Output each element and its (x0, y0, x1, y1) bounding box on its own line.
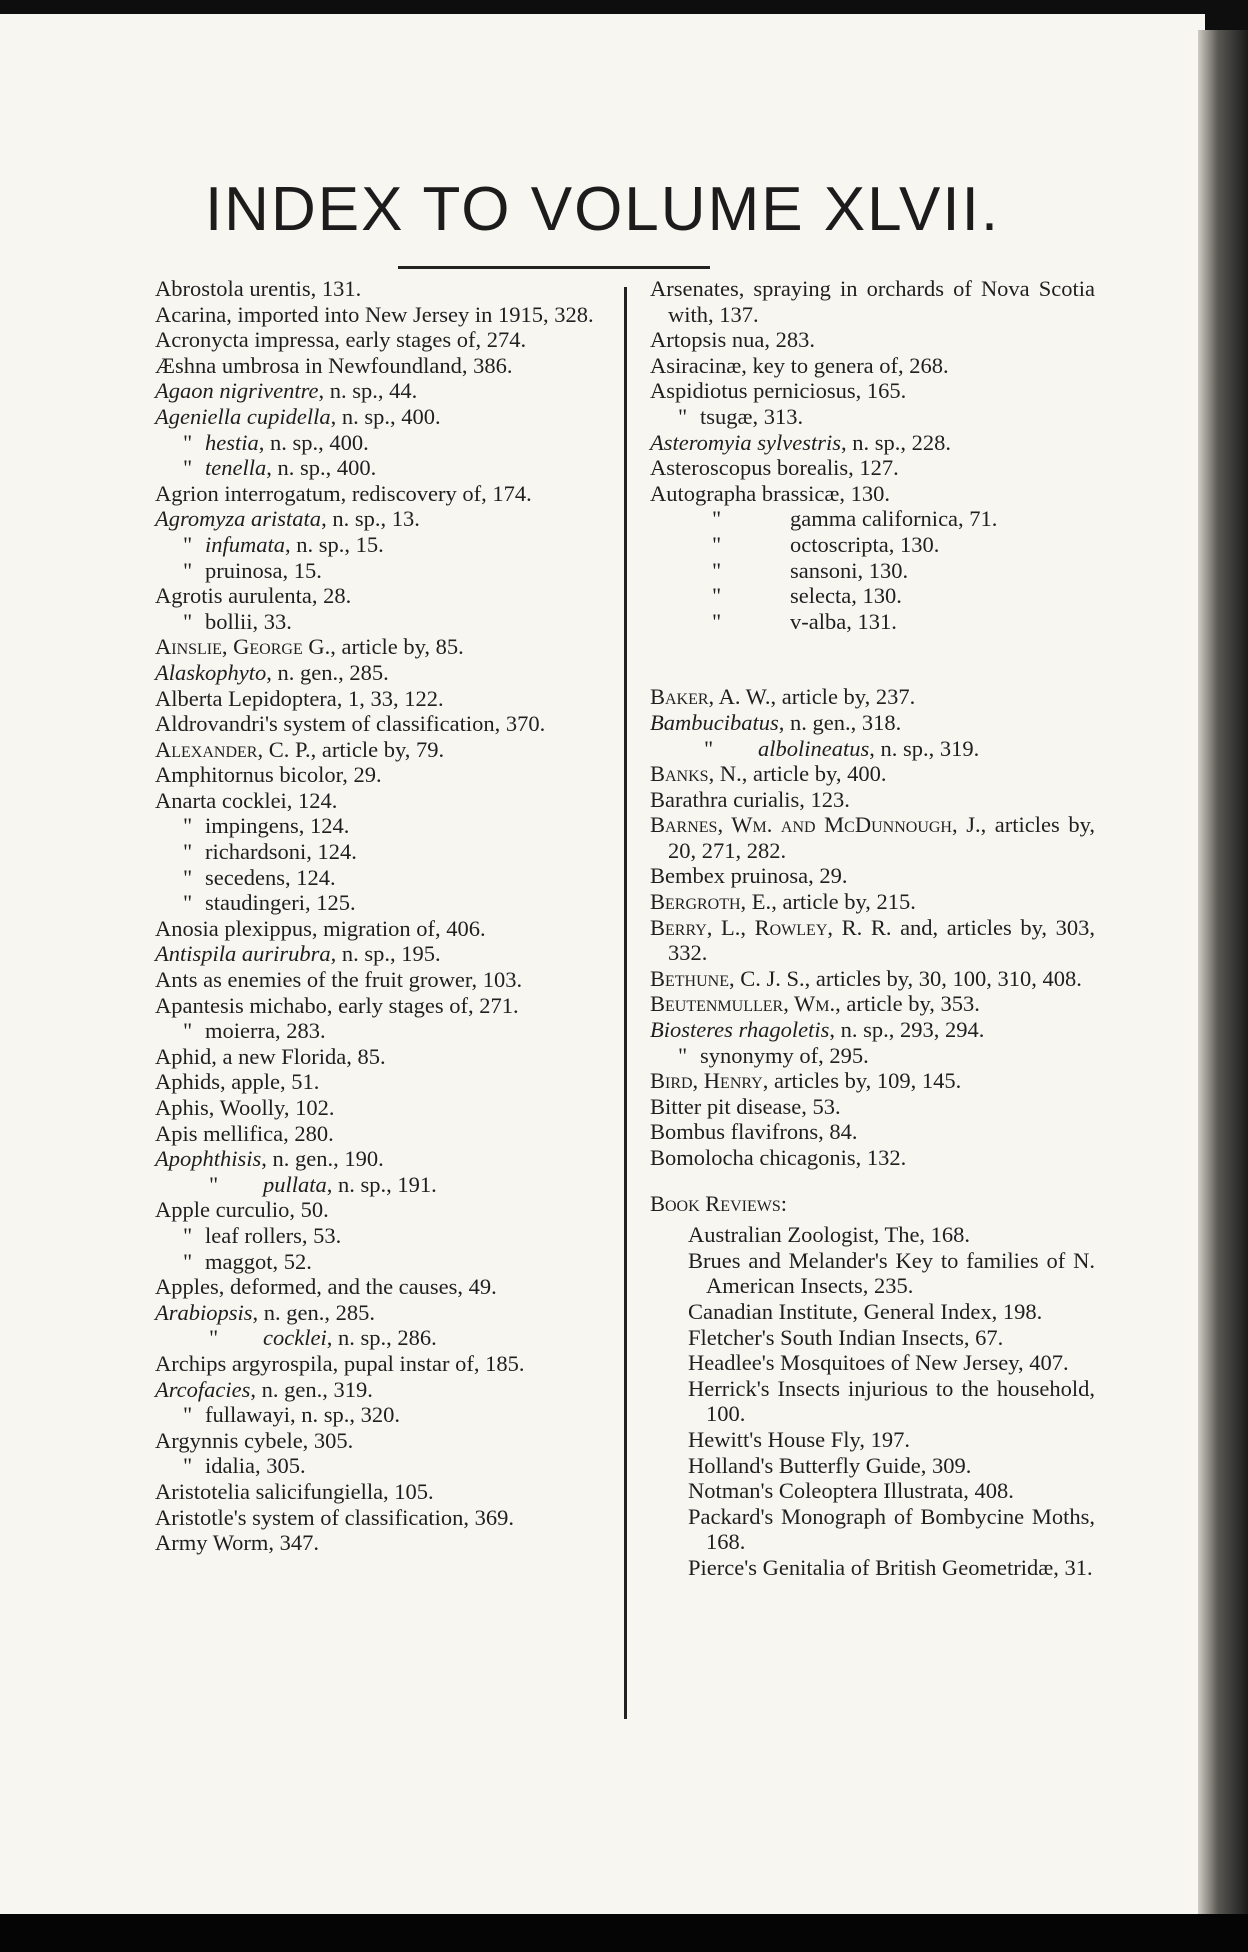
index-entry (155, 1402, 615, 1428)
entry-text: , article by, 237. (770, 684, 916, 710)
index-entry (155, 1274, 615, 1300)
column-divider (624, 287, 627, 1719)
index-entry (650, 455, 1095, 481)
taxon-name: tenella (205, 455, 267, 481)
author-name: Baker, A. W. (650, 684, 771, 710)
ditto-mark: " (183, 531, 193, 557)
taxon-name: Antispila aurirubra (155, 941, 331, 967)
book-reviews-heading: Book Reviews: (650, 1190, 787, 1216)
index-entry (155, 839, 615, 865)
entry-text: , article by, 85. (330, 634, 464, 660)
entry-text: Amphitornus bicolor, 29. (155, 762, 382, 788)
taxon-name: Apophthisis (155, 1146, 262, 1172)
index-entry (650, 736, 1095, 762)
index-group-a (650, 276, 1095, 634)
entry-text: Agrion interrogatum, rediscovery of, 174. (155, 480, 532, 506)
page-edge-shadow (1198, 30, 1248, 1920)
entry-text: , n. sp., 319. (869, 735, 980, 761)
entry-text: Apantesis michabo, early stages of, 271. (155, 992, 519, 1018)
index-entry (155, 583, 615, 609)
entry-text: Aristotelia salicifungiella, 105. (155, 1478, 434, 1504)
index-entry (155, 1479, 615, 1505)
entry-text: Æshna umbrosa in Newfoundland, 386. (155, 352, 513, 378)
entry-text: synonymy of, 295. (700, 1042, 869, 1068)
group-spacer (650, 1171, 1095, 1191)
index-entry (650, 1017, 1095, 1043)
entry-text: Aphids, apple, 51. (155, 1069, 320, 1095)
entry-text: Asteroscopus borealis, 127. (650, 455, 899, 481)
index-entry (155, 1377, 615, 1403)
index-entry (650, 915, 1095, 966)
entry-text: Apples, deformed, and the causes, 49. (155, 1274, 497, 1300)
index-entry (155, 1505, 615, 1531)
entry-text: Apple curculio, 50. (155, 1197, 329, 1223)
index-entry (155, 1018, 615, 1044)
ditto-mark: " (183, 1018, 193, 1044)
ditto-mark: " (183, 839, 193, 865)
index-entry (155, 1428, 615, 1454)
ditto-mark: " (183, 813, 193, 839)
taxon-name: Biosteres rhagoletis (650, 1017, 830, 1043)
index-entry (155, 762, 615, 788)
index-entry (155, 1223, 615, 1249)
entry-text: secedens, 124. (205, 864, 336, 890)
entry-text: Acronycta impressa, early stages of, 274. (155, 327, 527, 353)
index-entry (155, 1069, 615, 1095)
entry-text: Aristotle's system of classification, 369. (155, 1504, 515, 1530)
author-name: Bergroth, E. (650, 889, 772, 915)
index-entry (155, 430, 615, 456)
ditto-mark: " (712, 583, 722, 609)
entry-text: , articles by, 30, 100, 310, 408. (804, 965, 1082, 991)
book-review-entry: Holland's Butterfly Guide, 309. (688, 1452, 972, 1478)
index-entry (155, 711, 615, 737)
taxon-name: Arabiopsis (155, 1299, 253, 1325)
taxon-name: albolineatus (758, 735, 870, 761)
index-entry (155, 404, 615, 430)
ditto-mark: " (183, 864, 193, 890)
entry-text: moierra, 283. (205, 1018, 326, 1044)
entry-text: Aspidiotus perniciosus, 165. (650, 378, 907, 404)
index-entry (650, 684, 1095, 710)
index-entry (650, 761, 1095, 787)
index-entry (650, 583, 1095, 609)
index-entry (155, 686, 615, 712)
entry-text: , n. gen., 285. (266, 659, 389, 685)
index-entry (155, 455, 615, 481)
entry-text: Asiracinæ, key to genera of, 268. (650, 352, 949, 378)
entry-text: maggot, 52. (205, 1248, 312, 1274)
index-entry (155, 302, 615, 328)
entry-text: Alberta Lepidoptera, 1, 33, 122. (155, 685, 444, 711)
entry-text: , n. gen., 318. (778, 709, 902, 735)
index-entry (155, 813, 615, 839)
ditto-mark: " (678, 1042, 688, 1068)
entry-text: , n. sp., 195. (330, 941, 441, 967)
index-entry (650, 1145, 1095, 1171)
book-review-entry: Packard's Monograph of Bombycine Moths, 168. (688, 1503, 1095, 1555)
index-entry (650, 863, 1095, 889)
title-underline (398, 266, 710, 269)
ditto-mark: " (183, 890, 193, 916)
index-entry (650, 889, 1095, 915)
index-entry (650, 1068, 1095, 1094)
entry-text: , n. sp., 228. (841, 429, 952, 455)
entry-text: Aldrovandri's system of classification, 370. (155, 711, 546, 737)
index-entry (155, 1172, 615, 1198)
entry-text: Army Worm, 347. (155, 1530, 320, 1556)
book-review-entry: Hewitt's House Fly, 197. (688, 1426, 910, 1452)
index-entry (155, 634, 615, 660)
index-entry (650, 276, 1095, 327)
ditto-mark: " (704, 735, 714, 761)
book-review-entry: Notman's Coleoptera Illustrata, 408. (688, 1478, 1014, 1504)
author-name: Berry, L., Rowley, R. R. (650, 914, 892, 940)
index-entry (650, 532, 1095, 558)
entry-text: , n. sp., 15. (285, 531, 384, 557)
entry-text: Autographa brassicæ, 130. (650, 480, 890, 506)
book-review-entry: Australian Zoologist, The, 168. (688, 1222, 971, 1248)
entry-text: and, articles by, 303, 332. (668, 914, 1095, 966)
entry-text: v-alba, 131. (790, 608, 897, 634)
taxon-name: Asteromyia sylvestris (650, 429, 842, 455)
entry-text: , article by, 79. (310, 736, 445, 762)
index-entry (650, 353, 1095, 379)
entry-text: , article by, 353. (835, 991, 980, 1017)
ditto-mark: " (209, 1171, 219, 1197)
taxon-name: pullata (263, 1171, 327, 1197)
entry-text: Bembex pruinosa, 29. (650, 863, 848, 889)
index-entry (155, 1146, 615, 1172)
taxon-name: Agaon nigriventre (155, 378, 319, 404)
entry-text: leaf rollers, 53. (205, 1222, 342, 1248)
index-entry (155, 865, 615, 891)
taxon-name: cocklei (263, 1325, 327, 1351)
ditto-mark: " (712, 608, 722, 634)
ditto-mark: " (183, 608, 193, 634)
entry-text: Barathra curialis, 123. (650, 786, 850, 812)
entry-text: , article by, 215. (771, 889, 916, 915)
ditto-mark: " (183, 1248, 193, 1274)
scan-border (0, 1914, 1248, 1952)
ditto-mark: " (183, 1402, 193, 1428)
entry-text: , n. sp., 44. (318, 378, 418, 404)
entry-text: impingens, 124. (205, 813, 350, 839)
ditto-mark: " (183, 557, 193, 583)
index-entry (155, 1300, 615, 1326)
index-column-left (155, 276, 615, 1556)
index-entry (155, 1351, 615, 1377)
index-entry (650, 430, 1095, 456)
index-entry (650, 1094, 1095, 1120)
index-entry (155, 1121, 615, 1147)
index-entry (155, 378, 615, 404)
index-entry (155, 890, 615, 916)
index-entry (155, 967, 615, 993)
entry-text: , article by, 400. (741, 761, 887, 787)
entry-text: richardsoni, 124. (205, 839, 357, 865)
index-entry (155, 788, 615, 814)
book-review-entry: Pierce's Genitalia of British Geometridæ, 31. (688, 1554, 1093, 1580)
index-entry (650, 609, 1095, 635)
index-entry (155, 993, 615, 1019)
index-entry (155, 1453, 615, 1479)
index-entry (650, 506, 1095, 532)
ditto-mark: " (712, 506, 722, 532)
entry-text: gamma californica, 71. (790, 506, 998, 532)
index-entry (650, 404, 1095, 430)
author-name: Ainslie, George G. (155, 634, 331, 660)
ditto-mark: " (183, 455, 193, 481)
entry-text: staudingeri, 125. (205, 890, 356, 916)
entry-text: idalia, 305. (205, 1453, 306, 1479)
index-entry (650, 710, 1095, 736)
index-entry (155, 916, 615, 942)
entry-text: , n. gen., 319. (250, 1376, 373, 1402)
taxon-name: Bambucibatus (650, 709, 779, 735)
entry-text: fullawayi, n. sp., 320. (205, 1402, 400, 1428)
entry-text: , articles by, 20, 271, 282. (668, 812, 1095, 863)
index-entry (650, 991, 1095, 1017)
book-review-entry: Fletcher's South Indian Insects, 67. (688, 1324, 1004, 1350)
index-entry (155, 353, 615, 379)
entry-text: , n. sp., 400. (266, 455, 377, 481)
ditto-mark: " (183, 1453, 193, 1479)
book-review-entry: Canadian Institute, General Index, 198. (688, 1298, 1043, 1324)
index-entry (650, 1119, 1095, 1145)
entry-text: Aphid, a new Florida, 85. (155, 1043, 386, 1069)
index-entry (155, 276, 615, 302)
index-entry (155, 481, 615, 507)
entry-text: Bomolocha chicagonis, 132. (650, 1145, 907, 1170)
entry-text: , n. sp., 13. (321, 506, 420, 532)
index-entry (650, 378, 1095, 404)
author-name: Banks, N. (650, 761, 742, 787)
entry-text: octoscripta, 130. (790, 531, 940, 557)
index-entry (155, 327, 615, 353)
index-entry (650, 787, 1095, 813)
index-entry (155, 660, 615, 686)
entry-text: selecta, 130. (790, 583, 902, 609)
entry-text: sansoni, 130. (790, 557, 909, 583)
author-name: Bethune, C. J. S. (650, 965, 805, 991)
index-entry (155, 1249, 615, 1275)
ditto-mark: " (712, 531, 722, 557)
entry-text: , n. sp., 286. (326, 1325, 437, 1351)
index-entry (650, 558, 1095, 584)
entry-text: , articles by, 109, 145. (762, 1068, 962, 1094)
index-entry (155, 737, 615, 763)
entry-text: Archips argyrospila, pupal instar of, 185. (155, 1350, 525, 1376)
page-title: INDEX TO VOLUME XLVII. (204, 175, 1001, 244)
author-name: Alexander, C. P. (155, 736, 311, 762)
entry-text: , n. sp., 191. (326, 1171, 437, 1197)
author-name: Beutenmuller, Wm. (650, 991, 836, 1017)
index-entry (155, 941, 615, 967)
index-entry (650, 812, 1095, 863)
index-entry (155, 558, 615, 584)
index-entry (155, 506, 615, 532)
entry-text: Acarina, imported into New Jersey in 1915, 328. (155, 301, 594, 327)
author-name: Bird, Henry (650, 1068, 763, 1094)
entry-text: Bombus flavifrons, 84. (650, 1119, 858, 1145)
entry-text: , n. sp., 400. (258, 429, 369, 455)
index-column-right (650, 276, 1095, 1581)
index-entry (155, 532, 615, 558)
index-entry (650, 327, 1095, 353)
index-page (0, 14, 1205, 1914)
index-entry (155, 1530, 615, 1556)
taxon-name: Agromyza aristata (155, 506, 322, 532)
entry-text: Apis mellifica, 280. (155, 1120, 334, 1146)
entry-text: tsugæ, 313. (700, 403, 804, 429)
entry-text: , n. sp., 293, 294. (829, 1017, 985, 1043)
taxon-name: Alaskophyto (155, 659, 267, 685)
entry-text: Agrotis aurulenta, 28. (155, 583, 352, 609)
entry-text: , n. gen., 285. (252, 1299, 376, 1325)
ditto-mark: " (183, 429, 193, 455)
entry-text: Argynnis cybele, 305. (155, 1427, 354, 1453)
book-review-entry: Headlee's Mosquitoes of New Jersey, 407. (688, 1350, 1069, 1376)
book-reviews-list (650, 1222, 1095, 1580)
entry-text: Bitter pit disease, 53. (650, 1093, 841, 1119)
group-spacer (650, 634, 1095, 684)
ditto-mark: " (209, 1325, 219, 1351)
entry-text: Ants as enemies of the fruit grower, 103. (155, 967, 523, 993)
index-group-b (650, 684, 1095, 1170)
index-entry (155, 1095, 615, 1121)
ditto-mark: " (678, 403, 688, 429)
index-entry (650, 1043, 1095, 1069)
entry-text: , n. sp., 400. (330, 403, 441, 429)
index-entry (155, 609, 615, 635)
taxon-name: infumata (205, 531, 286, 557)
entry-text: , n. gen., 190. (261, 1146, 384, 1172)
taxon-name: Arcofacies (155, 1376, 251, 1402)
taxon-name: Ageniella cupidella (155, 403, 331, 429)
entry-text: Aphis, Woolly, 102. (155, 1095, 335, 1120)
index-entry (650, 481, 1095, 507)
entry-text: Abrostola urentis, 131. (155, 276, 362, 301)
entry-text: Anosia plexippus, migration of, 406. (155, 915, 486, 941)
entry-text: Arsenates, spraying in orchards of Nova Scotia with, 137. (650, 276, 1095, 327)
index-entry (650, 966, 1095, 992)
entry-text: Anarta cocklei, 124. (155, 787, 338, 813)
book-review-entry: Herrick's Insects injurious to the household, 100. (688, 1375, 1095, 1427)
index-entry (155, 1044, 615, 1070)
author-name: Barnes, Wm. and McDunnough, J. (650, 812, 981, 838)
index-entry (155, 1325, 615, 1351)
entry-text: Artopsis nua, 283. (650, 327, 815, 353)
book-review-entry: Brues and Melander's Key to families of N. American Insects, 235. (688, 1247, 1095, 1299)
index-entry (155, 1197, 615, 1223)
entry-text: bollii, 33. (205, 608, 292, 634)
taxon-name: hestia (205, 429, 259, 455)
ditto-mark: " (183, 1222, 193, 1248)
entry-text: pruinosa, 15. (205, 557, 322, 583)
ditto-mark: " (712, 557, 722, 583)
